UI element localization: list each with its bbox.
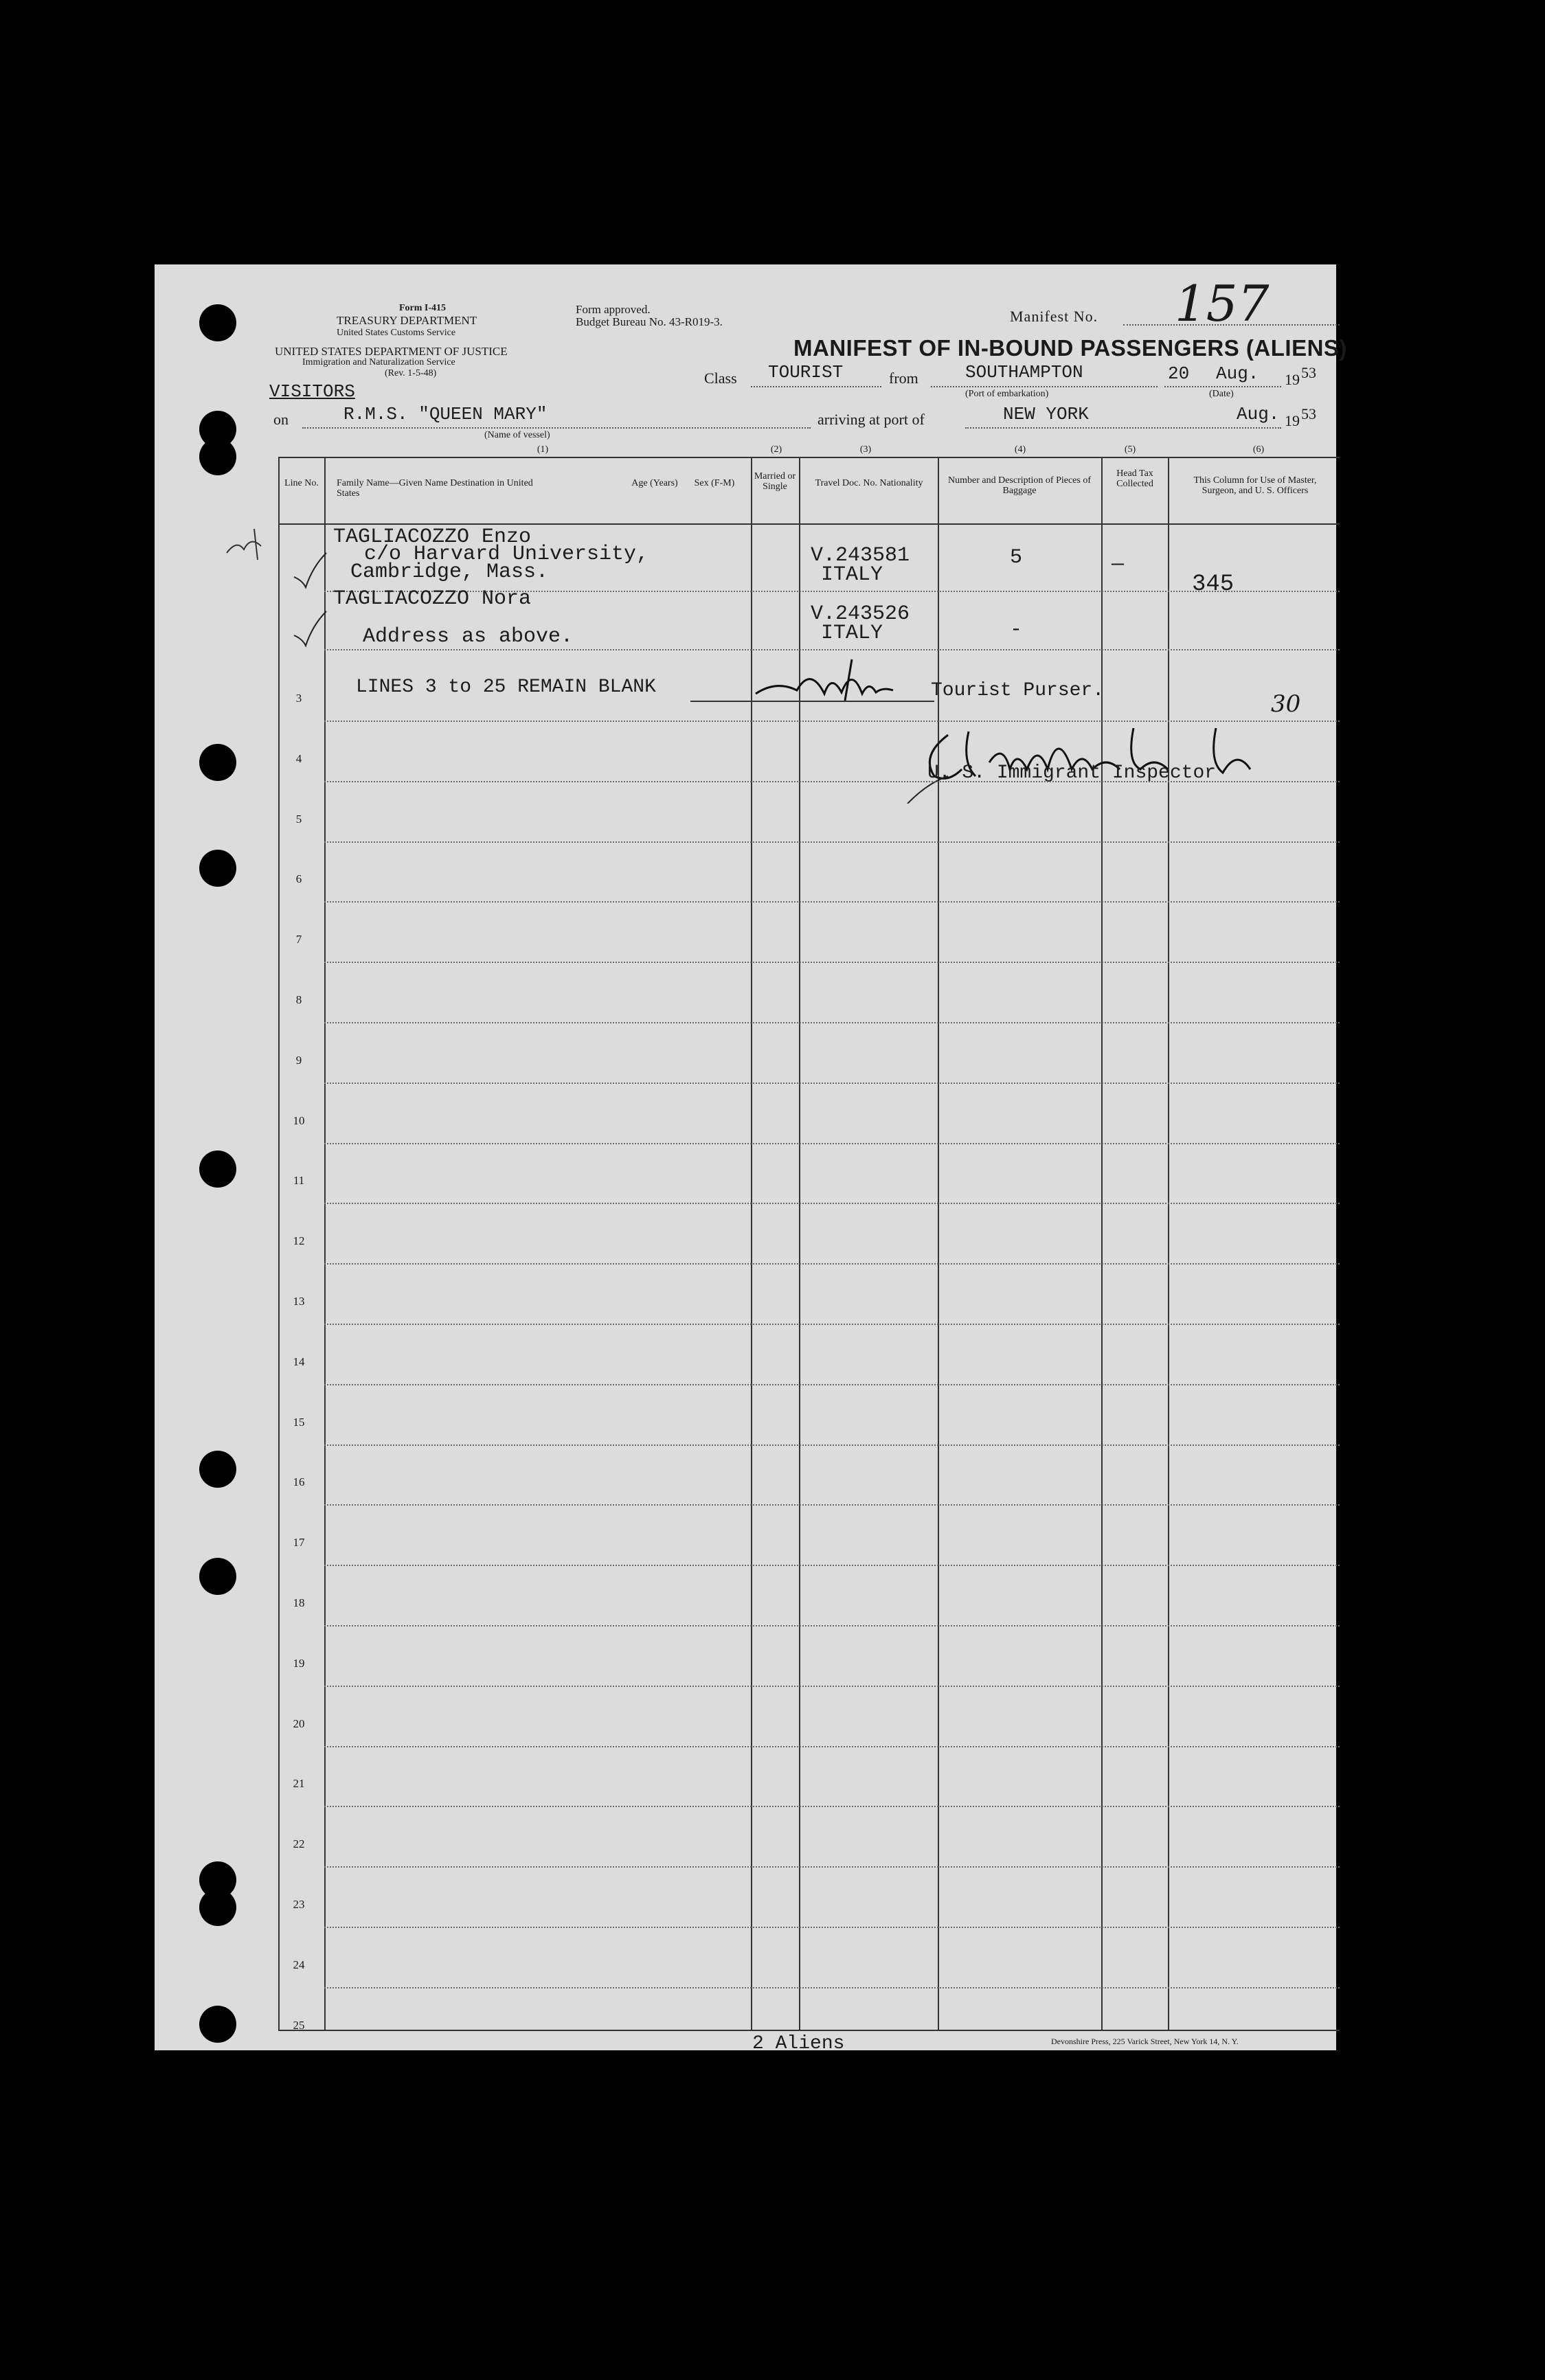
binder-hole (199, 2006, 236, 2043)
row-number: 14 (293, 1355, 305, 1368)
col-number-6: (6) (1252, 444, 1265, 455)
depart-day: 20 (1168, 363, 1190, 384)
header-age: Age (Years) (631, 478, 678, 488)
vessel-label: (Name of vessel) (484, 430, 550, 440)
entry-2-name: TAGLIACOZZO Nora (333, 587, 532, 611)
date-line (1164, 386, 1281, 387)
row-divider (324, 1987, 1340, 1988)
row-divider (324, 1927, 1340, 1928)
ins-label: Immigration and Naturalization Service (302, 357, 455, 367)
row-number: 23 (293, 1898, 305, 1911)
depart-year: 53 (1301, 364, 1316, 381)
visitors-stamp: VISITORS (269, 381, 355, 402)
col-divider-line (278, 457, 280, 2031)
col-divider-officers (1168, 457, 1169, 2031)
entry-1-address-1: c/o Harvard University, (364, 543, 649, 566)
class-label: Class (704, 370, 737, 387)
arrive-year: 53 (1301, 405, 1316, 422)
footer-total: 2 Aliens (752, 2033, 845, 2054)
row-divider (324, 1384, 1340, 1385)
binder-hole (199, 1558, 236, 1595)
line-1-checkmark (289, 549, 330, 591)
row-number: 17 (293, 1536, 305, 1550)
row-divider (324, 1504, 1340, 1506)
row-number: 8 (295, 993, 302, 1006)
form-number: Form I-415 (398, 303, 447, 313)
row-divider (324, 1686, 1340, 1687)
row-number: 18 (293, 1596, 305, 1609)
row-divider (324, 1625, 1340, 1627)
line-2-checkmark (289, 608, 330, 649)
depart-year-prefix: 19 (1285, 371, 1300, 388)
budget-bureau: Budget Bureau No. 43-R019-3. (576, 315, 723, 328)
header-name: Family Name—Given Name Destination in United States (337, 478, 533, 499)
row-number: 21 (293, 1777, 305, 1791)
binder-hole (199, 1151, 236, 1188)
arrive-month: Aug. (1237, 404, 1280, 424)
row-divider (324, 1866, 1340, 1868)
printer-credit: Devonshire Press, 225 Varick Street, New York 14, N. Y. (1051, 2037, 1239, 2046)
col-number-3: (3) (859, 444, 872, 455)
entry-1-address-2: Cambridge, Mass. (350, 560, 549, 584)
col-number-5: (5) (1124, 444, 1136, 455)
row-number: 5 (295, 812, 302, 826)
inspector-label: U. S. Immigrant Inspector (927, 762, 1217, 784)
from-value: SOUTHAMPTON (965, 362, 1083, 383)
customs-label: United States Customs Service (337, 328, 456, 338)
arriving-label: arriving at port of (817, 411, 925, 428)
header-bottom-rule (278, 523, 1340, 525)
entry-1-nationality: ITALY (821, 563, 883, 587)
col-divider-name (324, 457, 326, 2031)
from-label: from (889, 370, 918, 387)
row-divider (324, 1022, 1340, 1023)
row-number: 16 (293, 1475, 305, 1489)
depart-month: Aug. (1216, 363, 1259, 384)
col-number-1: (1) (537, 444, 549, 455)
row-divider (324, 841, 1340, 843)
row-divider (324, 1565, 1340, 1566)
margin-annotation (223, 525, 271, 567)
entry-1-doc-no: V.243581 (811, 544, 910, 567)
row-number: 15 (293, 1415, 305, 1429)
row-number: 10 (293, 1113, 305, 1127)
table-top-rule (278, 457, 1340, 458)
row-number: 19 (293, 1656, 305, 1670)
binder-hole (199, 1889, 236, 1926)
arrival-port: NEW YORK (1003, 404, 1089, 424)
binder-hole (199, 304, 236, 341)
entry-2-nationality: ITALY (821, 622, 883, 645)
vessel-line (302, 427, 811, 429)
row-divider (324, 1083, 1340, 1084)
row-number: 24 (293, 1958, 305, 1971)
row-divider (324, 1143, 1340, 1144)
row-divider (324, 1444, 1340, 1446)
on-label: on (273, 411, 289, 428)
purser-signature (749, 653, 900, 707)
header-officers: This Column for Use of Master, Surgeon, and U. S. Officers (1193, 475, 1317, 496)
row-number: 11 (293, 1174, 305, 1188)
row-number: 25 (293, 2018, 305, 2032)
entry-1-head-tax: — (1112, 553, 1125, 576)
manifest-no-handwritten: 157 (1175, 275, 1270, 332)
header-head-tax: Head Tax Collected (1116, 468, 1153, 489)
header-line-no: Line No. (284, 478, 319, 488)
header-sex: Sex (F-M) (694, 478, 735, 488)
table-bottom-rule (278, 2030, 1340, 2031)
row-divider (324, 901, 1340, 903)
row-number: 4 (295, 751, 302, 765)
from-line (931, 386, 1158, 387)
manifest-no-label: Manifest No. (1010, 308, 1098, 325)
entry-1-baggage: 5 (1010, 546, 1023, 569)
col-number-4: (4) (1014, 444, 1026, 455)
date-label: (Date) (1209, 389, 1234, 399)
row-divider (324, 962, 1340, 963)
row-divider (324, 781, 1340, 782)
row-divider (324, 721, 1340, 722)
form-approved: Form approved. (576, 303, 651, 316)
header-married: Married or Single (754, 471, 796, 492)
binder-hole (199, 1451, 236, 1488)
manifest-title: MANIFEST OF IN-BOUND PASSENGERS (ALIENS) (793, 335, 1347, 361)
row-number: 6 (295, 872, 302, 886)
class-line (751, 386, 881, 387)
row-divider (324, 649, 1340, 650)
row-divider (324, 1203, 1340, 1204)
row-divider (324, 1806, 1340, 1807)
vessel-name: R.M.S. "QUEEN MARY" (343, 404, 548, 424)
row-number: 13 (293, 1295, 305, 1308)
class-value: TOURIST (768, 362, 844, 383)
blank-lines-note: LINES 3 to 25 REMAIN BLANK (356, 677, 656, 698)
manifest-sheet (155, 264, 1336, 2050)
arrive-year-prefix: 19 (1285, 412, 1300, 429)
rev-label: (Rev. 1-5-48) (385, 368, 437, 378)
port-embarkation-label: (Port of embarkation) (965, 389, 1049, 399)
arrival-port-line (965, 427, 1281, 429)
row-number: 7 (295, 933, 302, 947)
binder-hole (199, 744, 236, 781)
entry-1-name: TAGLIACOZZO Enzo (333, 525, 532, 549)
row-number: 12 (293, 1234, 305, 1248)
header-travel-doc: Travel Doc. No. Nationality (815, 478, 923, 488)
treasury-label: TREASURY DEPARTMENT (337, 314, 477, 327)
inspector-initials: 30 (1271, 690, 1301, 718)
row-number: 20 (293, 1716, 305, 1730)
header-baggage: Number and Description of Pieces of Baggage (948, 475, 1091, 496)
binder-hole (199, 438, 236, 475)
row-divider (324, 1746, 1340, 1747)
justice-label: UNITED STATES DEPARTMENT OF JUSTICE (275, 345, 508, 358)
entry-2-doc-no: V.243526 (811, 602, 910, 626)
row-divider (324, 1324, 1340, 1325)
entry-2-baggage: - (1010, 618, 1023, 642)
row-number: 22 (293, 1837, 305, 1851)
entry-2-address: Address as above. (363, 625, 574, 648)
row-number: 9 (295, 1053, 302, 1067)
col-number-2: (2) (770, 444, 782, 455)
row-number: 3 (295, 692, 302, 705)
entry-1-officer: 345 (1192, 571, 1234, 598)
binder-hole (199, 850, 236, 887)
purser-label: Tourist Purser. (931, 680, 1105, 701)
row-divider (324, 1263, 1340, 1265)
